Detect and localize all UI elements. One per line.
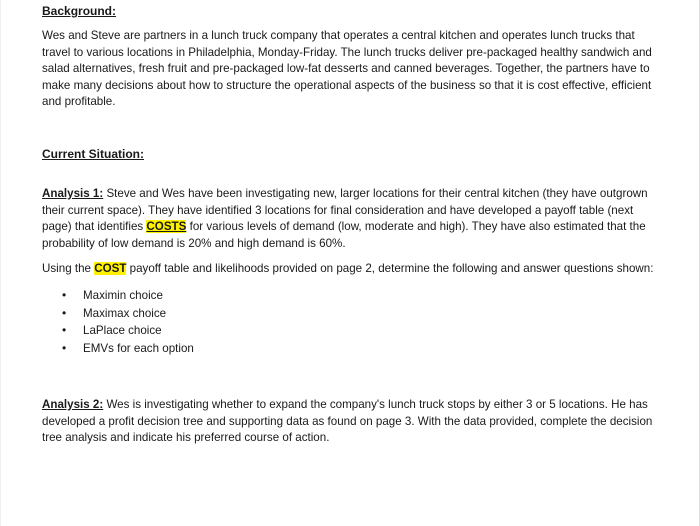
bullet-icon: • (62, 340, 67, 355)
analysis-1-text-b: for various levels of demand (low, moderate and high). They have also estimated that the probability of low demand is 20% and high demand is 60%. (42, 220, 646, 250)
current-situation-section (42, 146, 144, 163)
instructions-text-b: payoff table and likelihoods provided on page 2, determine the following and answer questions shown: (126, 262, 654, 275)
background-section (42, 3, 116, 20)
analysis-2-label: Analysis 2: (42, 398, 104, 411)
list-item-text: EMVs for each option (83, 341, 194, 355)
cost-highlight: COST (94, 262, 127, 275)
background-heading: Background: (42, 4, 117, 18)
background-paragraph: Wes and Steve are partners in a lunch truck company that operates a central kitchen and operates lunch trucks that travel to various locations in Philadelphia, Monday-Friday. The lunch trucks deliver pre-packaged healthy sandwich and salad alternatives, fresh fruit and pre-packaged low-fat desserts and canned beverages. Together, the partners have to make many decisions about how to structure the operational aspects of the business so that it is cost effective, efficient and profitable. (42, 29, 652, 109)
current-situation-heading: Current Situation: (42, 147, 144, 161)
list-item (42, 322, 664, 340)
analysis-1-label: Analysis 1: (42, 187, 104, 200)
list-item-text: Maximax choice (83, 306, 167, 320)
costs-highlight: COSTS (146, 220, 187, 234)
analysis-1-bullet-list (42, 287, 664, 357)
list-item (42, 305, 664, 323)
analysis-1-paragraph (42, 186, 664, 252)
bullet-icon: • (62, 288, 67, 302)
analysis-1-instructions (42, 261, 664, 278)
bullet-icon: • (62, 323, 67, 338)
list-item-text: LaPlace choice (83, 324, 162, 338)
list-item (42, 340, 664, 358)
bullet-icon: • (62, 305, 67, 320)
list-item (42, 287, 664, 305)
analysis-1-text-a: Steve and Wes have been investigating new, larger locations for their central kitchen (they have outgrown their current space). They have identified 3 locations for final consideration and have developed a payoff table (next page) that identifies (42, 187, 648, 234)
list-item-text: Maximin choice (83, 289, 163, 302)
analysis-2-text: Wes is investigating whether to expand the company's lunch truck stops by either 3 or 5 locations. He has developed a profit decision tree and supporting data as found on page 3. With the data provided, complete the decision tree analysis and indicate his preferred course of action. (42, 398, 653, 445)
instructions-text-a: Using the (42, 262, 95, 275)
analysis-2-paragraph (42, 397, 664, 447)
